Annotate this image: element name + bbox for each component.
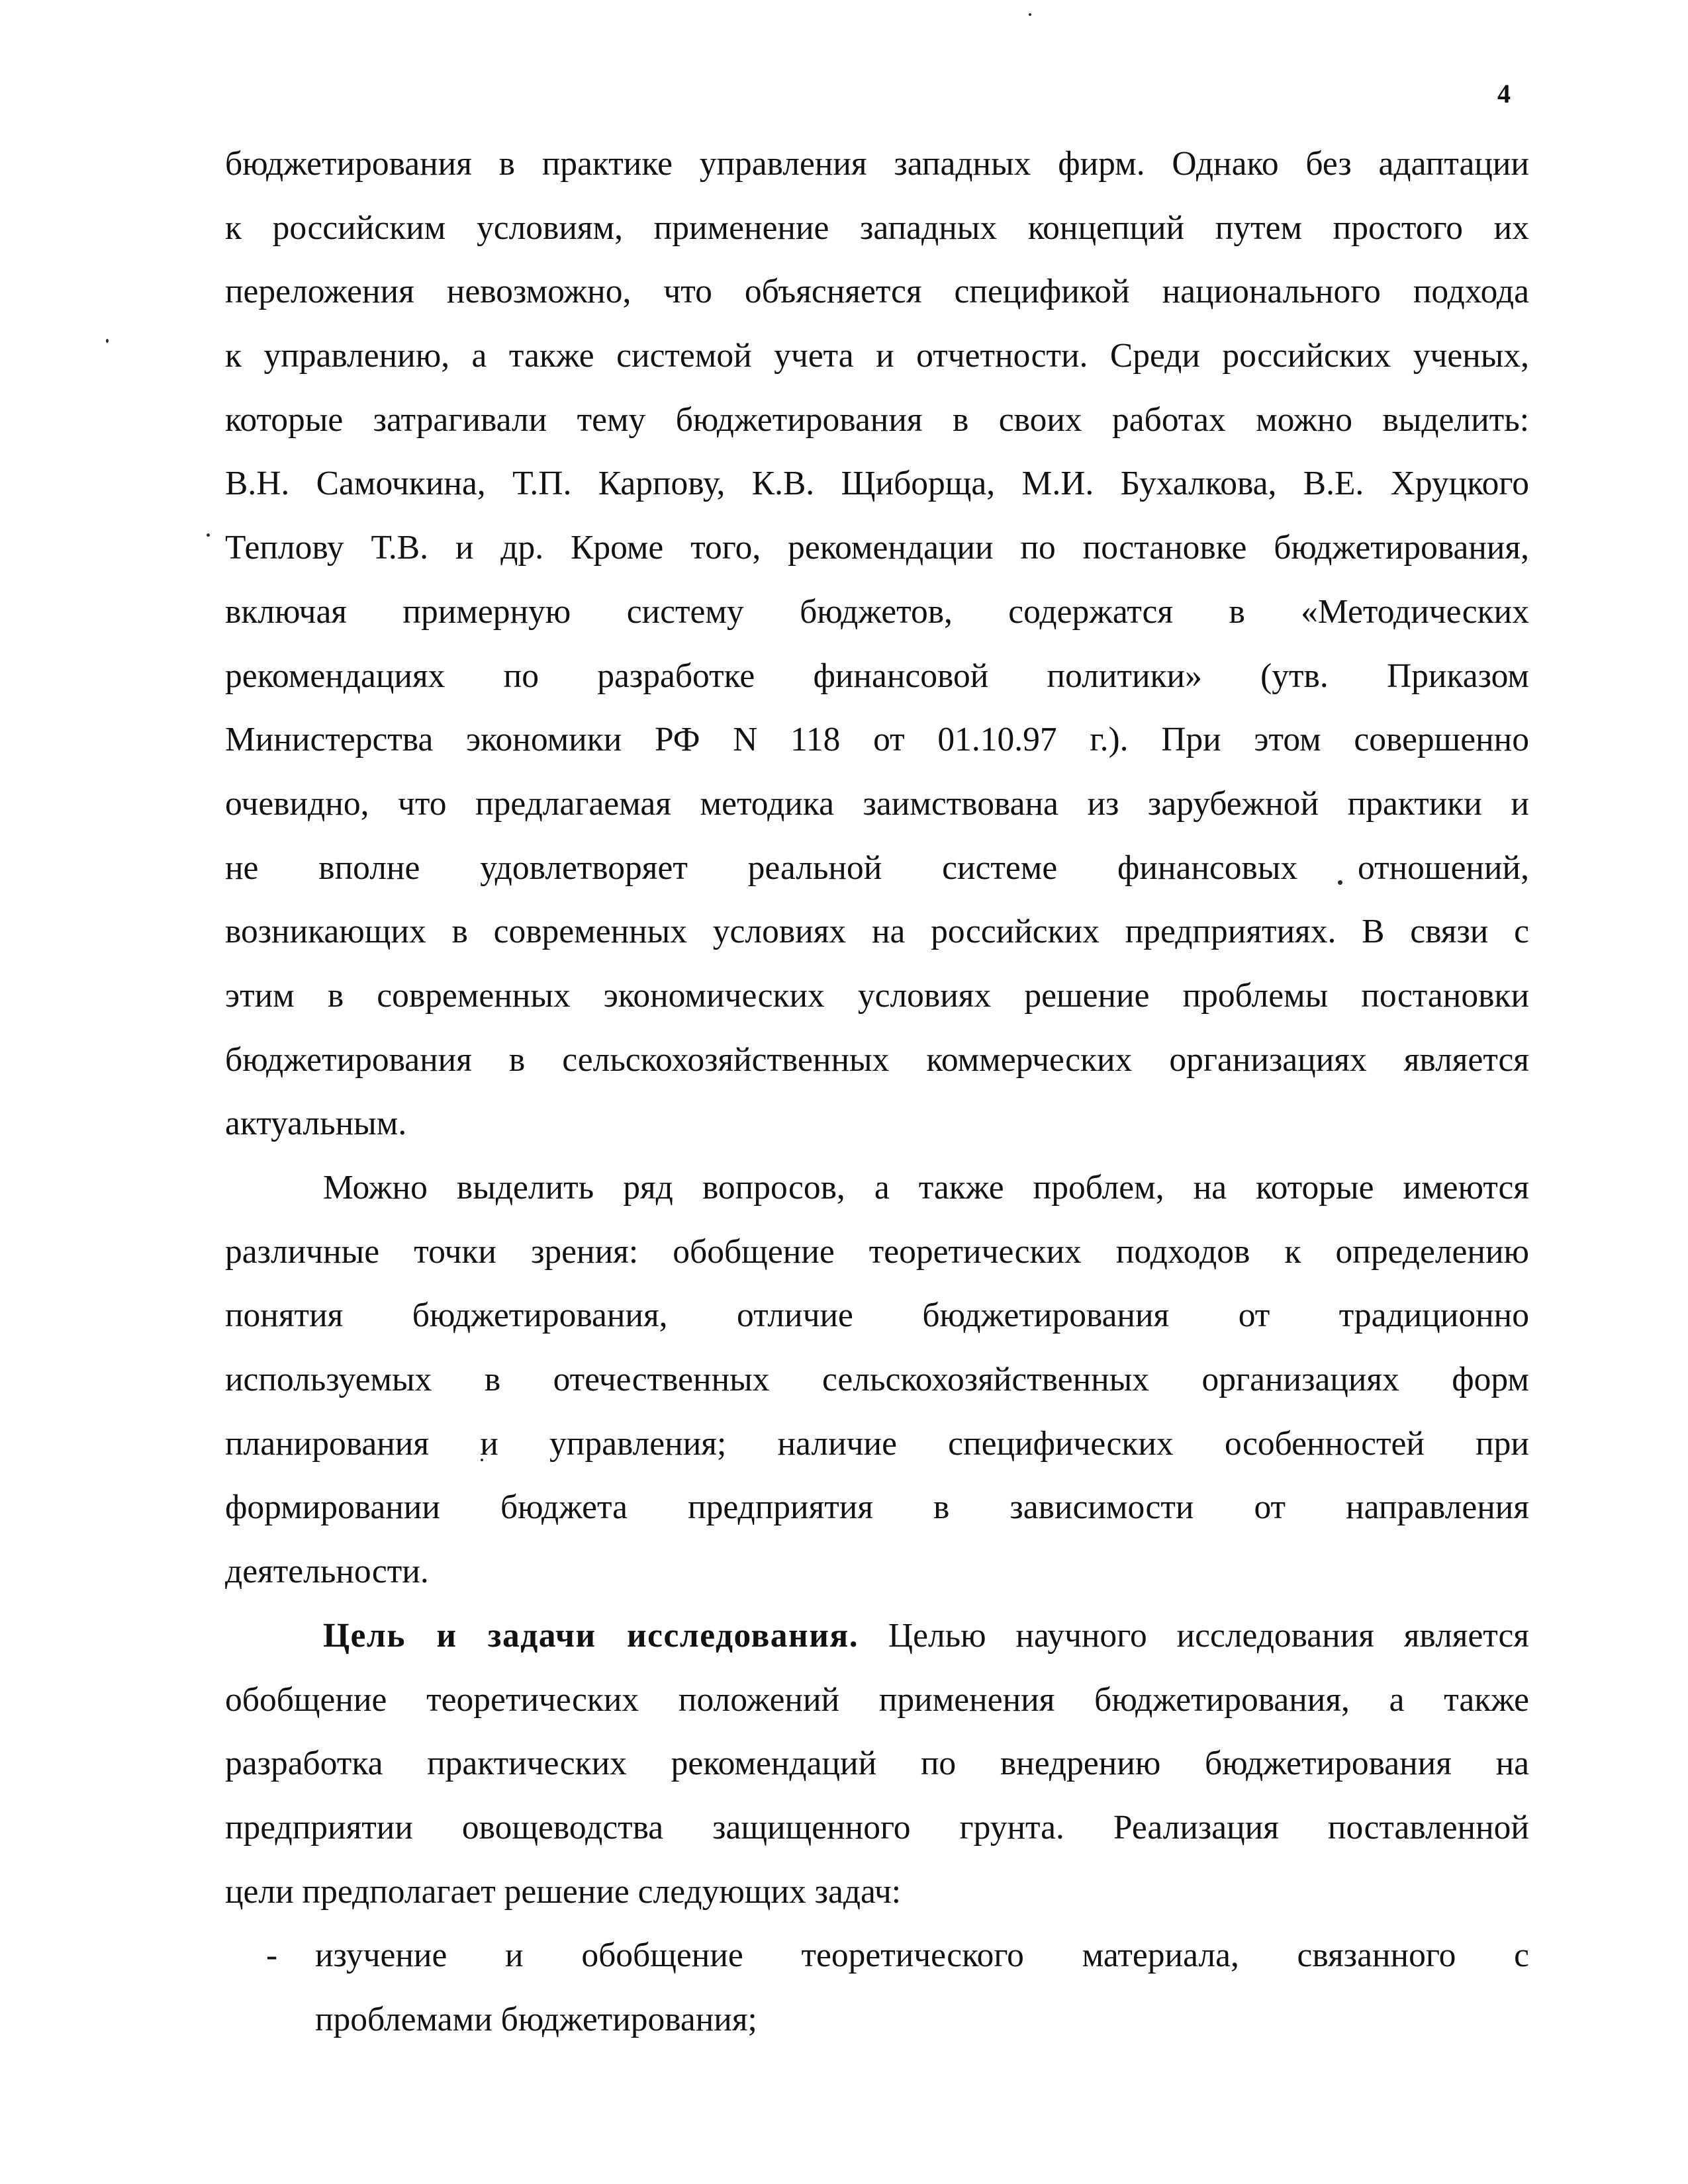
- text-line: этим в современных экономических условиях решение проблемы постановки: [225, 976, 1529, 1015]
- text-line: различные точки зрения: обобщение теоретических подходов к определению: [225, 1232, 1529, 1271]
- paragraph-literature-review: [225, 132, 1529, 1156]
- text-fragment: Целью научного исследования является: [859, 1616, 1529, 1655]
- text-line: В.Н. Самочкина, Т.П. Карпову, К.В. Щиборща, М.И. Бухалкова, В.Е. Хруцкого: [225, 465, 1529, 503]
- text-line: бюджетирования в сельскохозяйственных коммерческих организациях является: [225, 1040, 1529, 1079]
- text-line: не вполне удовлетворяет реальной системе финансовых отношений,: [225, 848, 1529, 887]
- text-line: деятельности.: [225, 1553, 429, 1591]
- section-heading: Цель и задачи исследования.: [323, 1616, 859, 1655]
- text-line: предприятии овощеводства защищенного грунта. Реализация поставленной: [225, 1808, 1529, 1846]
- text-line: включая примерную систему бюджетов, содержатся в «Методических: [225, 592, 1529, 631]
- text-line: рекомендациях по разработке финансовой политики» (утв. Приказом: [225, 657, 1529, 695]
- text-line: к российским условиям, применение западных концепций путем простого их: [225, 208, 1529, 247]
- text-line: цели предполагает решение следующих задач:: [225, 1872, 902, 1911]
- text-line: формировании бюджета предприятия в зависимости от направления: [225, 1488, 1529, 1527]
- text-line: используемых в отечественных сельскохозяйственных организациях форм: [225, 1361, 1529, 1399]
- text-line: которые затрагивали тему бюджетирования в своих работах можно выделить:: [225, 400, 1529, 439]
- text-line: возникающих в современных условиях на российских предприятиях. В связи с: [225, 913, 1529, 951]
- scan-speck: [207, 533, 210, 537]
- text-line: Министерства экономики РФ N 118 от 01.10.97 г.). При этом совершенно: [225, 721, 1529, 759]
- text-line: Можно выделить ряд вопросов, а также проблем, на которые имеются: [323, 1169, 1529, 1206]
- text-line: обобщение теоретических положений применения бюджетирования, а также: [225, 1680, 1529, 1719]
- text-line: к управлению, а также системой учета и отчетности. Среди российских ученых,: [225, 337, 1529, 375]
- text-line-with-heading: [225, 1604, 1529, 1668]
- task-list-item: [225, 1924, 1529, 2052]
- text-line: бюджетирования в практике управления западных фирм. Однако без адаптации: [225, 145, 1529, 183]
- paragraph-goals: [225, 1604, 1529, 1924]
- text-line: планирования и управления; наличие специфических особенностей при: [225, 1424, 1529, 1463]
- paragraph-open-questions: [225, 1156, 1529, 1604]
- scan-speck: [106, 339, 109, 343]
- text-line: проблемами бюджетирования;: [315, 2000, 757, 2038]
- text-line: изучение и обобщение теоретического материала, связанного с: [315, 1936, 1529, 1975]
- text-line: Теплову Т.В. и др. Кроме того, рекомендации по постановке бюджетирования,: [225, 529, 1529, 567]
- text-line: актуальным.: [225, 1105, 407, 1143]
- document-body: [225, 132, 1529, 2052]
- scan-speck: [1029, 13, 1031, 16]
- list-bullet: -: [266, 1936, 278, 1975]
- text-line: очевидно, что предлагаемая методика заимствована из зарубежной практики и: [225, 784, 1529, 823]
- text-line: разработка практических рекомендаций по внедрению бюджетирования на: [225, 1745, 1529, 1783]
- text-line: понятия бюджетирования, отличие бюджетирования от традиционно: [225, 1297, 1529, 1335]
- text-line: переложения невозможно, что объясняется спецификой национального подхода: [225, 273, 1529, 311]
- page-number: 4: [1497, 79, 1511, 109]
